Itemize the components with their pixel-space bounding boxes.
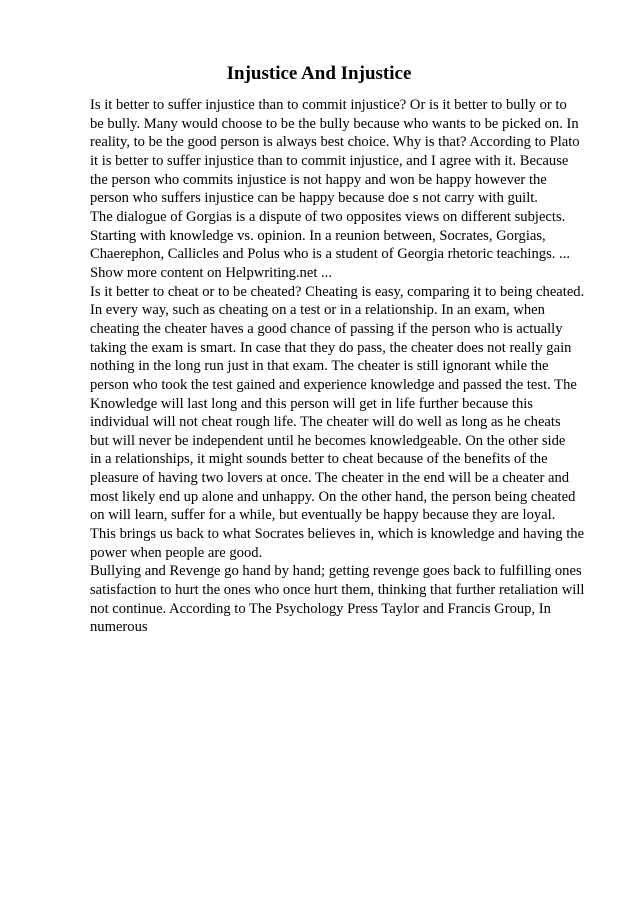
document-body: [90, 96, 590, 637]
text-line: nothing in the long run just in that exam. The cheater is still ignorant while the: [90, 358, 549, 375]
text-line: Starting with knowledge vs. opinion. In a reunion between, Socrates, Gorgias,: [90, 227, 546, 244]
text-line: pleasure of having two lovers at once. The cheater in the end will be a cheater and: [90, 470, 570, 487]
document-title: Injustice And Injustice: [226, 63, 412, 84]
text-line: Bullying and Revenge go hand by hand; getting revenge goes back to fulfilling ones: [90, 563, 582, 580]
text-line: on will learn, suffer for a while, but eventually be happy because they are loyal.: [90, 507, 556, 524]
text-line: most likely end up alone and unhappy. On the other hand, the person being cheated: [90, 488, 576, 505]
text-line: be bully. Many would choose to be the bully because who wants to be picked on. In: [90, 115, 579, 132]
text-line: power when people are good.: [90, 544, 263, 561]
text-line: Knowledge will last long and this person will get in life further because this: [90, 395, 533, 412]
text-line: cheating the cheater haves a good chance of passing if the person who is actually: [90, 320, 563, 337]
text-line: Is it better to cheat or to be cheated? Cheating is easy, comparing it to being cheated.: [90, 283, 585, 300]
text-line: individual will not cheat rough life. The cheater will do well as long as he cheats: [90, 414, 561, 431]
text-line: the person who commits injustice is not happy and won be happy however the: [90, 171, 547, 188]
text-line: reality, to be the good person is always best choice. Why is that? According to Plato: [90, 134, 580, 151]
text-line: in a relationships, it might sounds better to cheat because of the benefits of the: [90, 451, 548, 468]
text-line: Chaerephon, Callicles and Polus who is a student of Georgia rhetoric teachings. ...: [90, 246, 570, 263]
text-line: The dialogue of Gorgias is a dispute of two opposites views on different subjects.: [90, 208, 566, 225]
text-line: satisfaction to hurt the ones who once hurt them, thinking that further retaliation will: [90, 582, 585, 599]
text-line: Is it better to suffer injustice than to commit injustice? Or is it better to bully or to: [90, 97, 567, 113]
text-line: In every way, such as cheating on a test or in a relationship. In an exam, when: [90, 302, 545, 319]
text-line: person who suffers injustice can be happy because doe s not carry with guilt.: [90, 190, 538, 207]
text-line: taking the exam is smart. In case that they do pass, the cheater does not really gain: [90, 339, 572, 356]
text-line: This brings us back to what Socrates believes in, which is knowledge and having the: [90, 526, 585, 543]
text-line: person who took the test gained and experience knowledge and passed the test. The: [90, 376, 577, 393]
text-line: not continue. According to The Psychology Press Taylor and Francis Group, In: [90, 600, 551, 617]
text-line: numerous: [90, 619, 148, 636]
text-line: but will never be independent until he becomes knowledgeable. On the other side: [90, 432, 566, 449]
text-line: it is better to suffer injustice than to commit injustice, and I agree with it. Because: [90, 152, 569, 169]
show-more-link[interactable]: Show more content on Helpwriting.net ...: [90, 264, 332, 281]
